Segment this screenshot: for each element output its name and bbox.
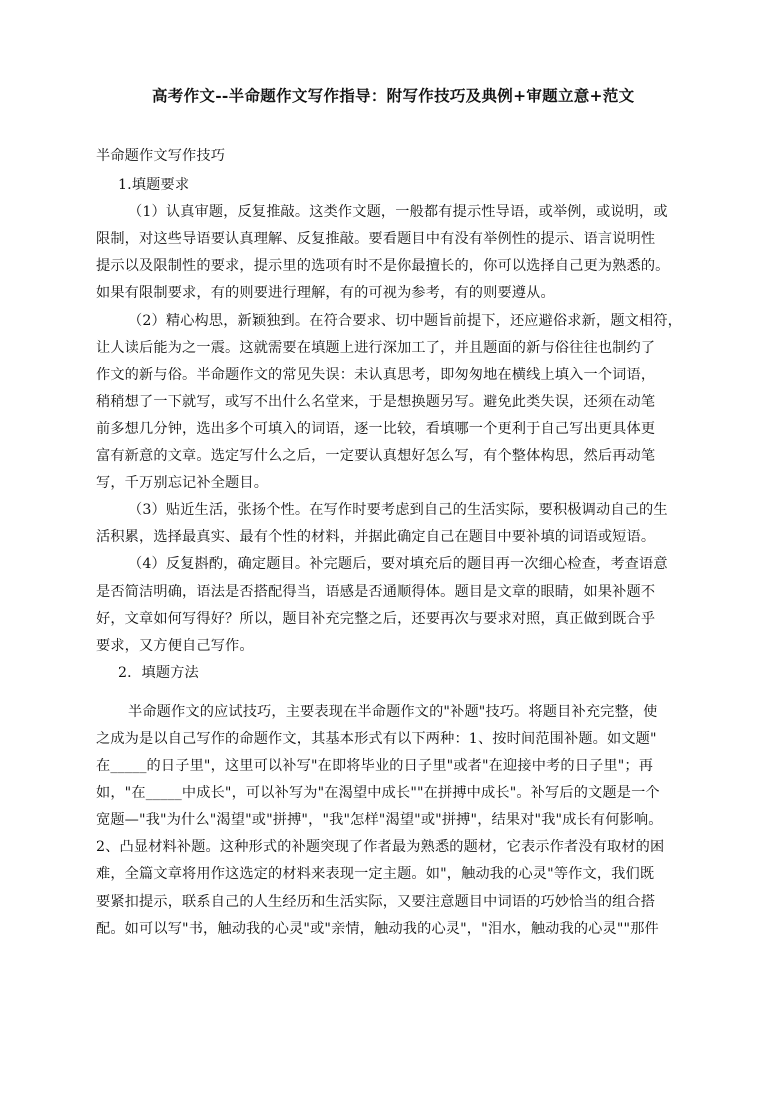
section-heading: 半命题作文写作技巧: [96, 148, 226, 164]
paragraph-3: [96, 497, 684, 551]
paragraph-line: 要紧扣提示，联系自己的人生经历和生活实际，又要注意题目中词语的巧妙恰当的组合搭: [96, 893, 656, 910]
subheading-requirements: 1.填题要求: [118, 177, 190, 194]
paragraph-line: 提示以及限制性的要求，提示里的选项有时不是你最擅长的，你可以选择自己更为熟悉的。: [96, 258, 670, 275]
paragraph-line: 前多想几分钟，选出多个可填入的词语，逐一比较，看填哪一个更利于自己写出更具体更: [96, 420, 656, 437]
paragraph-line: 是否简洁明确，语法是否搭配得当，语感是否通顺得体。题目是文章的眼睛，如果补题不: [96, 583, 656, 600]
paragraph-1: [96, 199, 684, 307]
paragraph-line: 2、凸显材料补题。这种形式的补题突现了作者最为熟悉的题材，它表示作者没有取材的困: [96, 839, 665, 856]
paragraph-line: 要求，又方便自己写作。: [96, 637, 254, 654]
document-body: [96, 143, 684, 943]
paragraph-line: 作文的新与俗。半命题作文的常见失误：未认真思考，即匆匆地在横线上填入一个词语，: [96, 366, 656, 383]
paragraph-line: 难，全篇文章将用作这选定的材料来表现一定主题。如"，触动我的心灵"等作文，我们既: [96, 866, 655, 883]
paragraph-line: （3）贴近生活，张扬个性。在写作时要考虑到自己的生活实际，要积极调动自己的生: [128, 502, 668, 519]
paragraph-line: 让人读后能为之一震。这就需要在填题上进行深加工了，并且题面的新与俗往往也制约了: [96, 339, 656, 356]
paragraph-line: （2）精心构思，新颖独到。在符合要求、切中题旨前提下，还应避俗求新，题文相符，: [128, 312, 683, 329]
paragraph-line: 限制，对这些导语要认真理解、反复推敲。要看题目中有没有举例性的提示、语言说明性: [96, 231, 656, 248]
subheading-methods: 2．填题方法: [118, 664, 199, 681]
paragraph-line: 写，千万别忘记补全题目。: [96, 475, 269, 492]
paragraph-line: 宽题—"我"为什么"渴望"或"拼搏"，"我"怎样"渴望"或"拼搏"，结果对"我"成长有何影响。: [96, 812, 663, 829]
paragraph-line: 半命题作文的应试技巧，主要表现在半命题作文的"补题"技巧。将题目补充完整，使: [128, 703, 658, 720]
paragraph-line: 活积累，选择最真实、最有个性的材料，并据此确定自己在题目中要补填的词语或短语。: [96, 529, 656, 546]
paragraph-line: 之成为是以自己写作的命题作文，其基本形式有以下两种：1、按时间范围补题。如文题": [96, 730, 657, 747]
paragraph-line: 在_____的日子里"，这里可以补写"在即将毕业的日子里"或者"在迎接中考的日子里"；再: [96, 758, 654, 775]
paragraph-4: [96, 551, 684, 659]
document-title: 高考作文--半命题作文写作指导：附写作技巧及典例+审题立意+范文: [152, 86, 635, 105]
paragraph-2: [96, 308, 684, 498]
paragraph-line: 如果有限制要求，有的则要进行理解，有的可视为参考，有的则要遵从。: [96, 285, 555, 302]
paragraph-line: 好，文章如何写得好？所以，题目补充完整之后，还要再次与要求对照，真正做到既合乎: [96, 610, 656, 627]
paragraph-line: （4）反复斟酌，确定题目。补完题后，要对填充后的题目再一次细心检查，考查语意: [128, 556, 668, 573]
paragraph-line: 富有新意的文章。选定写什么之后，一定要认真想好怎么写，有个整体构思，然后再动笔: [96, 448, 656, 465]
paragraph-5: [96, 699, 684, 943]
paragraph-line: 配。如可以写"书，触动我的心灵"或"亲情，触动我的心灵"，"泪水，触动我的心灵""那件: [96, 920, 659, 937]
paragraph-line: 如，"在_____中成长"，可以补写为"在渴望中成长""在拼搏中成长"。补写后的文题是一个: [96, 785, 660, 802]
paragraph-line: 稍稍想了一下就写，或写不出什么名堂来，于是想换题另写。避免此类失误，还须在动笔: [96, 393, 656, 410]
paragraph-line: （1）认真审题，反复推敲。这类作文题，一般都有提示性导语，或举例，或说明，或: [128, 204, 668, 221]
